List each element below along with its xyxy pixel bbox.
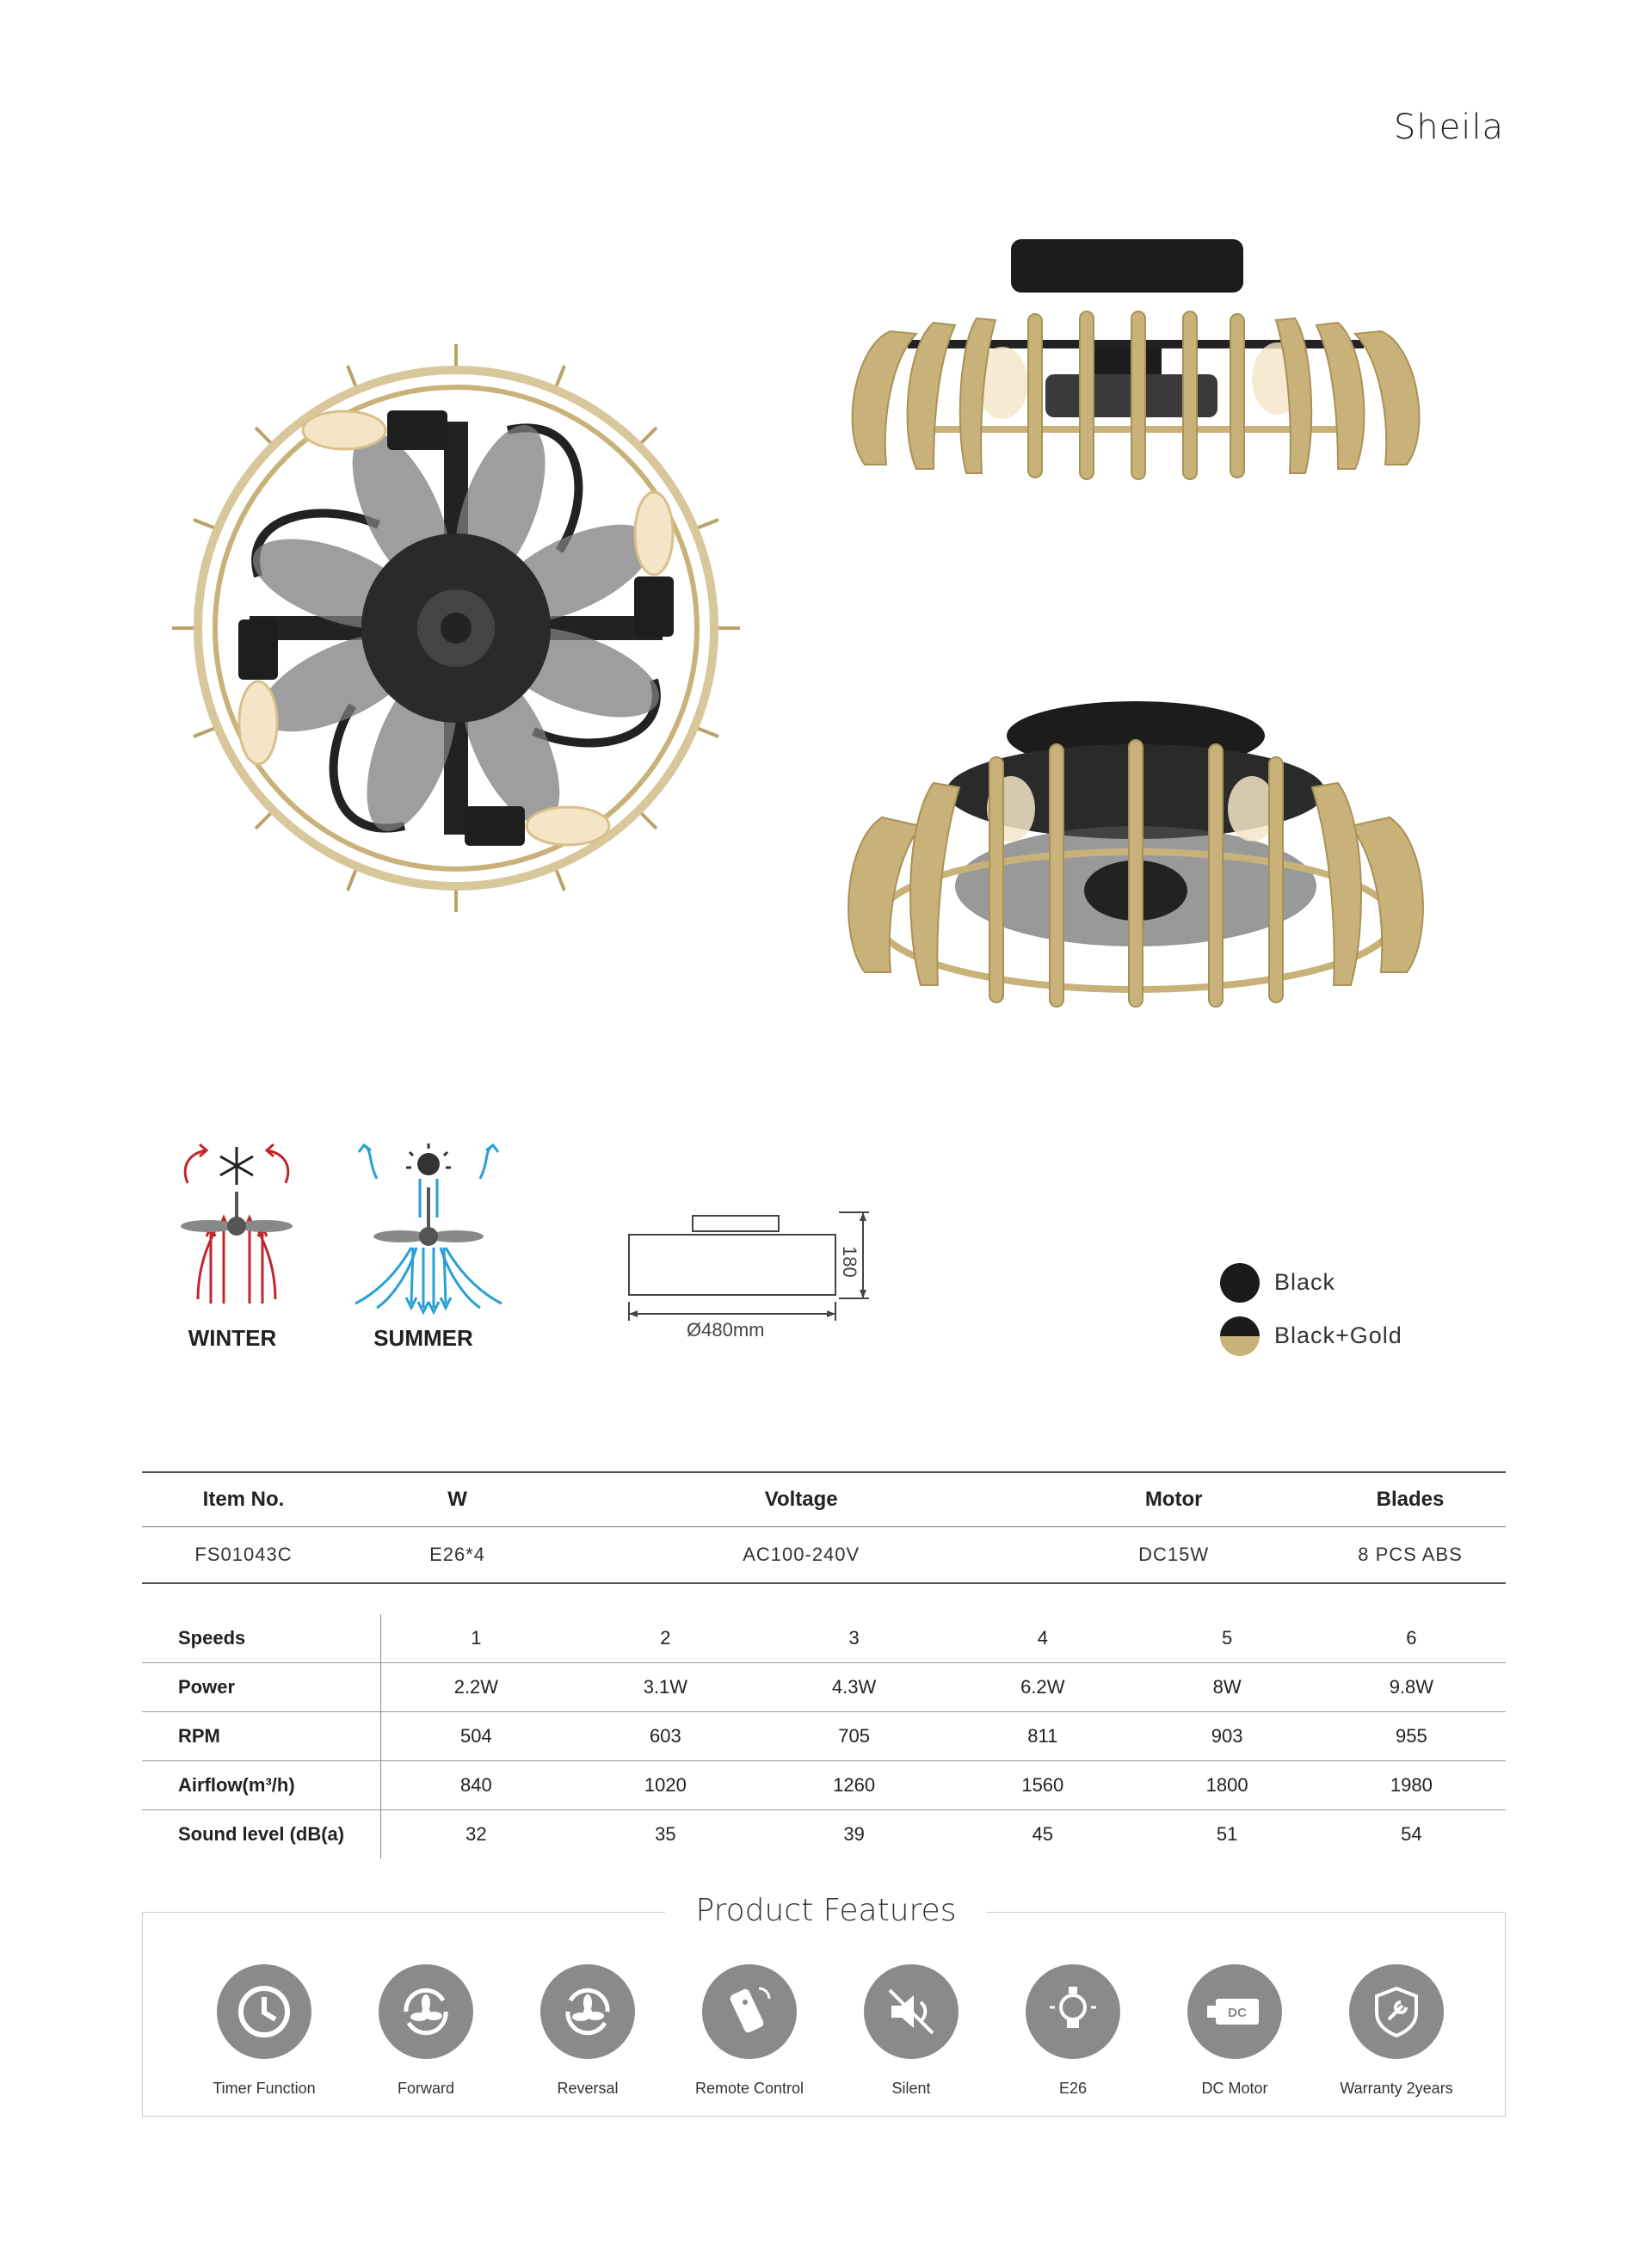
speed-cell: 1980 xyxy=(1390,1774,1433,1796)
reversal-fan-icon xyxy=(540,1964,635,2059)
speed-row-label: Speeds xyxy=(142,1614,381,1663)
speed-cell: 705 xyxy=(838,1725,870,1747)
spec-cell: 8 PCS ABS xyxy=(1315,1527,1506,1584)
feature-silent xyxy=(829,1964,993,2098)
color-swatch-black-gold xyxy=(1220,1316,1260,1356)
speed-cell: 3 xyxy=(848,1627,860,1649)
feature-reversal xyxy=(506,1964,669,2098)
timer-icon xyxy=(217,1964,311,2059)
speed-cell: 1020 xyxy=(644,1774,687,1796)
speed-cell: 2 xyxy=(660,1627,671,1649)
spec-cell: E26*4 xyxy=(345,1527,570,1584)
speed-cell: 903 xyxy=(1211,1725,1243,1747)
product-photo-top-view xyxy=(172,340,740,916)
silent-icon xyxy=(864,1964,959,2059)
dimension-diameter: Ø480mm xyxy=(687,1319,765,1341)
speed-cell: 4.3W xyxy=(831,1676,877,1698)
features-title-wrap xyxy=(0,1893,1652,1928)
feature-dc-motor xyxy=(1153,1964,1316,2098)
feature-label: Silent xyxy=(891,2080,931,2097)
speed-row-label: Sound level (dB(a) xyxy=(142,1810,381,1859)
speed-cell: 2.2W xyxy=(453,1676,499,1698)
color-label-black: Black xyxy=(1274,1269,1336,1295)
speed-cell: 1 xyxy=(471,1627,482,1649)
dimension-height: 180 xyxy=(839,1246,860,1278)
feature-warranty xyxy=(1315,1964,1478,2098)
speed-cell: 955 xyxy=(1396,1725,1427,1747)
speed-cell: 4 xyxy=(1037,1627,1048,1649)
feature-label: Reversal xyxy=(557,2080,619,2097)
speed-row-label: Power xyxy=(142,1663,381,1712)
color-label-black-gold: Black+Gold xyxy=(1274,1322,1402,1348)
forward-fan-icon xyxy=(379,1964,473,2059)
spec-cell: AC100-240V xyxy=(570,1527,1032,1584)
feature-label: Forward xyxy=(397,2080,454,2097)
feature-forward xyxy=(344,1964,508,2098)
speed-row-sound xyxy=(142,1810,1506,1859)
svg-text:DC: DC xyxy=(1228,2006,1247,2020)
color-swatch-black xyxy=(1220,1263,1260,1303)
speed-cell: 32 xyxy=(465,1823,487,1845)
speed-cell: 8W xyxy=(1212,1676,1242,1698)
speed-cell: 504 xyxy=(460,1725,492,1747)
speed-row-airflow xyxy=(142,1761,1506,1810)
speed-cell: 840 xyxy=(460,1774,492,1796)
speed-row-speeds xyxy=(142,1614,1506,1663)
feature-label: E26 xyxy=(1058,2080,1088,2097)
product-photo-side-view xyxy=(839,232,1433,490)
spec-header: Motor xyxy=(1032,1472,1315,1527)
speed-cell: 603 xyxy=(650,1725,681,1747)
spec-header: Item No. xyxy=(142,1472,345,1527)
feature-label: Timer Function xyxy=(213,2080,316,2097)
speed-cell: 5 xyxy=(1221,1627,1233,1649)
dc-motor-icon xyxy=(1187,1964,1282,2059)
remote-control-icon xyxy=(702,1964,797,2059)
speed-cell: 1800 xyxy=(1205,1774,1248,1796)
speed-cell: 54 xyxy=(1401,1823,1422,1845)
speed-cell: 1560 xyxy=(1021,1774,1064,1796)
features-title: Product Features xyxy=(665,1893,988,1928)
speed-cell: 6 xyxy=(1406,1627,1417,1649)
feature-label: DC Motor xyxy=(1201,2080,1268,2097)
speed-cell: 811 xyxy=(1027,1725,1058,1747)
speed-row-rpm xyxy=(142,1712,1506,1761)
spec-header: Blades xyxy=(1315,1472,1506,1527)
speed-cell: 45 xyxy=(1032,1823,1054,1845)
winter-mode-label: WINTER xyxy=(188,1325,277,1351)
speed-cell: 39 xyxy=(843,1823,865,1845)
product-name: Sheila xyxy=(1393,108,1504,147)
summer-mode-icon xyxy=(351,1140,506,1321)
spec-header: Voltage xyxy=(570,1472,1032,1527)
speed-cell: 3.1W xyxy=(643,1676,688,1698)
speed-cell: 6.2W xyxy=(1020,1676,1065,1698)
spec-table-row xyxy=(142,1527,1506,1584)
speed-cell: 51 xyxy=(1216,1823,1238,1845)
spec-header: W xyxy=(345,1472,570,1527)
speed-row-label: RPM xyxy=(142,1712,381,1761)
speed-row-power xyxy=(142,1663,1506,1712)
feature-timer xyxy=(182,1964,346,2098)
summer-mode-label: SUMMER xyxy=(373,1325,473,1351)
feature-label: Remote Control xyxy=(694,2080,804,2097)
speed-cell: 35 xyxy=(655,1823,676,1845)
warranty-shield-icon xyxy=(1349,1964,1444,2059)
feature-remote xyxy=(668,1964,831,2098)
speed-row-label: Airflow(m³/h) xyxy=(142,1761,381,1810)
spec-cell: DC15W xyxy=(1032,1527,1315,1584)
feature-label: Warranty 2years xyxy=(1340,2080,1453,2097)
product-photo-perspective-view xyxy=(839,688,1433,1015)
spec-table-header-row xyxy=(142,1472,1506,1527)
speed-cell: 9.8W xyxy=(1389,1676,1434,1698)
bulb-icon xyxy=(1026,1964,1120,2059)
winter-mode-icon xyxy=(163,1140,310,1312)
spec-table xyxy=(142,1471,1506,1584)
speed-cell: 1260 xyxy=(833,1774,876,1796)
feature-e26 xyxy=(991,1964,1155,2098)
spec-cell: FS01043C xyxy=(142,1527,345,1584)
speed-table xyxy=(142,1614,1506,1858)
